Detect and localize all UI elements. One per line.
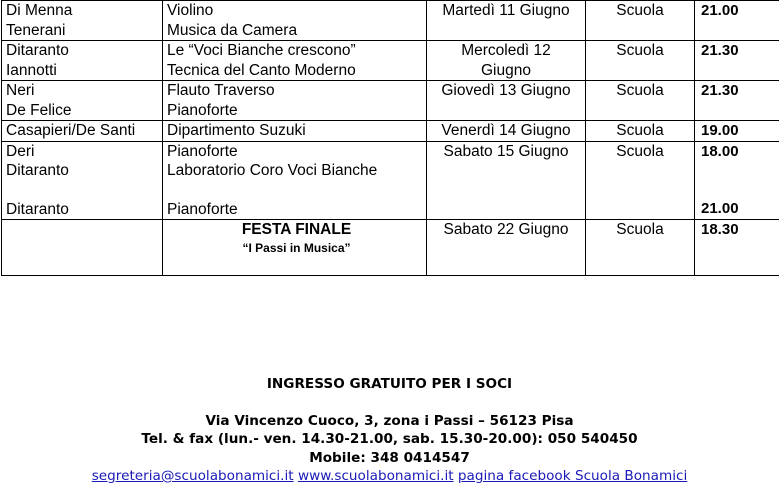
table-row [2,41,779,81]
teacher-name: De Felice [6,101,162,121]
teacher-name: Casapieri/De Santi [6,121,162,141]
place-cell: Scuola [586,121,695,142]
mobile-line: Mobile: 348 0414547 [0,449,779,467]
table-row [2,1,779,41]
teacher-name: Ditaranto [6,41,162,61]
date-cell: Venerdì 14 Giugno [427,121,586,142]
date-text: Mercoledì 12 Giugno [461,42,551,79]
program-name: Pianoforte [167,200,426,220]
website-link[interactable]: www.scuolabonamici.it [298,468,454,484]
program-name: Laboratorio Coro Voci Bianche [167,161,426,181]
teacher-cell [2,121,163,142]
festa-title: FESTA FINALE [167,220,426,240]
teacher-name: Deri [6,142,162,162]
place-cell: Scuola [586,81,695,121]
contact-links [0,467,779,485]
program-cell [163,41,427,81]
program-cell [163,121,427,142]
teacher-cell [2,220,163,276]
table-row [2,220,779,276]
program-name: Pianoforte [167,142,426,162]
phone-line: Tel. & fax (lun.- ven. 14.30-21.00, sab. 15.30-20.00): 050 540450 [0,430,779,448]
date-cell: Martedì 11 Giugno [427,1,586,41]
teacher-cell [2,81,163,121]
program-name: Pianoforte [167,101,426,121]
date-cell [427,41,586,81]
table-row [2,81,779,121]
teacher-name: Ditaranto [6,161,162,181]
table-row [2,141,779,220]
facebook-link[interactable]: pagina facebook Scuola Bonamici [458,468,687,484]
time-cell: 21.30 [695,41,779,81]
teacher-name: Tenerani [6,21,162,41]
program-name: Le “Voci Bianche crescono” [167,41,426,61]
teacher-name: Ditaranto [6,200,162,220]
teacher-name: Iannotti [6,61,162,81]
program-name: Dipartimento Suzuki [167,121,426,141]
date-cell: Sabato 22 Giugno [427,220,586,276]
teacher-cell [2,41,163,81]
address-line: Via Vincenzo Cuoco, 3, zona i Passi – 56123 Pisa [0,412,779,430]
program-name: Flauto Traverso [167,81,426,101]
email-link[interactable]: segreteria@scuolabonamici.it [92,468,294,484]
teacher-cell [2,141,163,220]
schedule-table [1,0,779,276]
free-entry-notice: INGRESSO GRATUITO PER I SOCI [0,375,779,393]
program-cell [163,1,427,41]
time-cell [695,141,779,220]
program-cell [163,141,427,220]
program-name: Musica da Camera [167,21,426,41]
time-cell: 19.00 [695,121,779,142]
program-cell [163,220,427,276]
place-cell: Scuola [586,41,695,81]
program-name: Tecnica del Canto Moderno [167,61,426,81]
time-value: 21.00 [701,199,779,219]
teacher-cell [2,1,163,41]
time-cell: 18.30 [695,220,779,276]
teacher-name: Di Menna [6,1,162,21]
teacher-name: Neri [6,81,162,101]
time-cell: 21.30 [695,81,779,121]
table-row [2,121,779,142]
festa-subtitle: “I Passi in Musica” [167,240,426,256]
program-name: Violino [167,1,426,21]
place-cell: Scuola [586,220,695,276]
place-cell: Scuola [586,1,695,41]
program-cell [163,81,427,121]
date-cell: Sabato 15 Giugno [427,141,586,220]
time-cell: 21.00 [695,1,779,41]
time-value: 18.00 [701,142,779,162]
date-cell: Giovedì 13 Giugno [427,81,586,121]
place-cell: Scuola [586,141,695,220]
